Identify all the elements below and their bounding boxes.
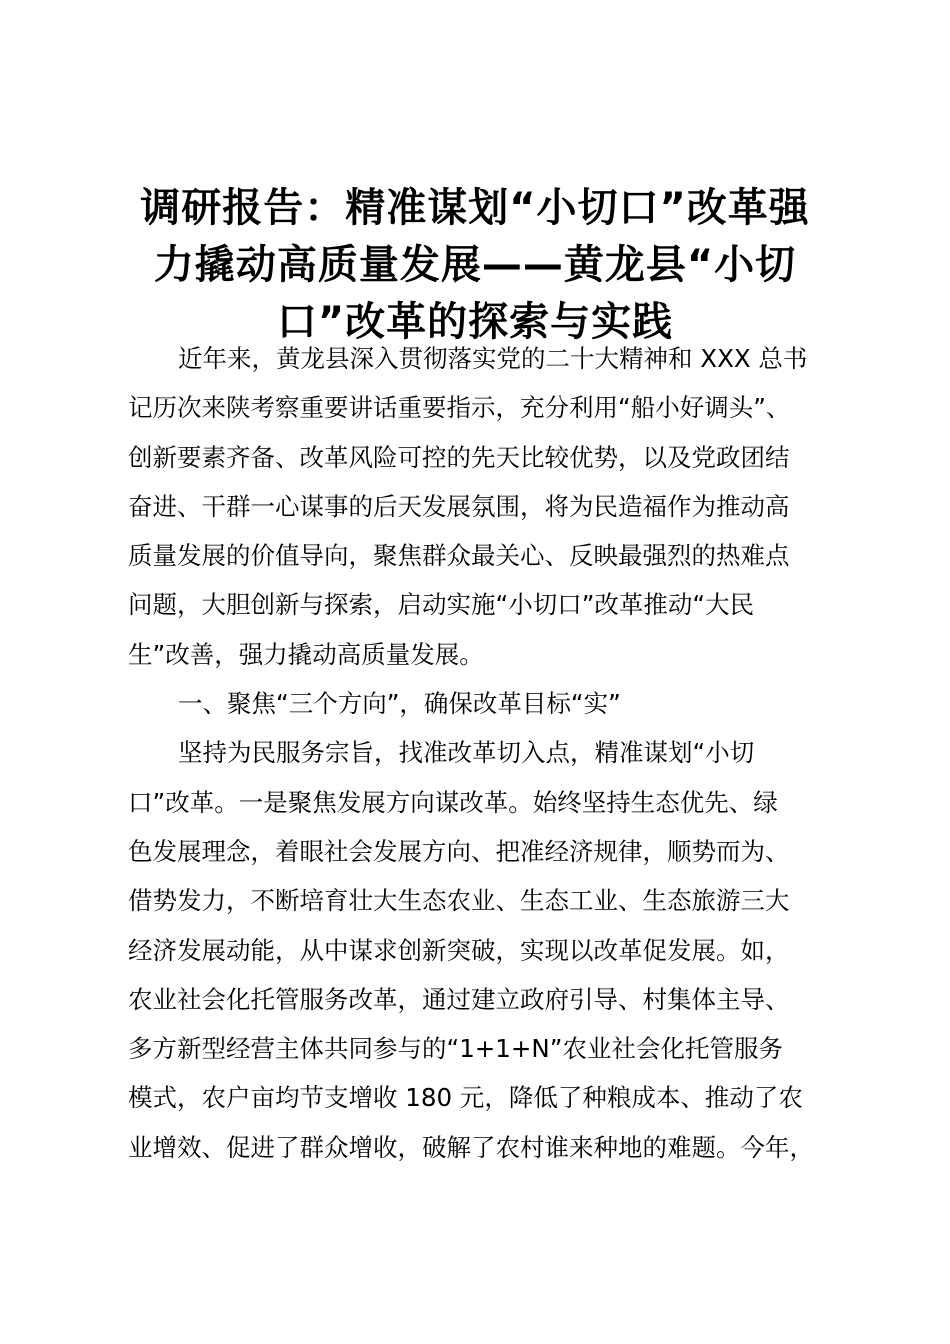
paragraph-line: 借势发力，不断培育壮大生态农业、生态工业、生态旅游三大 <box>128 886 790 916</box>
paragraph-line: 创新要素齐备、改革风险可控的先天比较优势，以及党政团结 <box>128 442 790 472</box>
paragraph-line: 农业社会化托管服务改革，通过建立政府引导、村集体主导、 <box>128 984 790 1014</box>
paragraph-line: 色发展理念，着眼社会发展方向、把准经济规律，顺势而为、 <box>128 836 790 866</box>
paragraph-line: 经济发展动能，从中谋求创新突破，实现以改革促发展。如， <box>128 935 790 965</box>
paragraph-line: 质量发展的价值导向，聚焦群众最关心、反映最强烈的热难点 <box>128 541 790 571</box>
paragraph-line: 多方新型经营主体共同参与的“1+1+N”农业社会化托管服务 <box>128 1034 783 1064</box>
paragraph-line: 近年来，黄龙县深入贯彻落实党的二十大精神和 XXX 总书 <box>178 344 808 373</box>
title-line: 口”改革的探索与实践 <box>276 299 674 345</box>
paragraph-line: 模式，农户亩均节支增收 180 元，降低了种粮成本、推动了农 <box>128 1083 803 1113</box>
document-body <box>128 334 828 1172</box>
paragraph-line: 生”改善，强力撬动高质量发展。 <box>128 639 484 669</box>
paragraph-line: 坚持为民服务宗旨，找准改革切入点，精准谋划“小切 <box>178 738 755 768</box>
paragraph-line: 口”改革。一是聚焦发展方向谋改革。始终坚持生态优先、绿 <box>128 787 778 817</box>
paragraph-line: 业增效、促进了群众增收，破解了农村谁来种地的难题。今年， <box>128 1132 814 1162</box>
section-heading: 一、聚焦“三个方向”，确保改革目标“实” <box>178 689 621 719</box>
document-title <box>110 180 840 351</box>
paragraph-line: 记历次来陕考察重要讲话重要指示，充分利用“船小好调头”、 <box>128 393 791 423</box>
paragraph-line: 问题，大胆创新与探索，启动实施“小切口”改革推动“大民 <box>128 590 755 620</box>
title-line: 力撬动高质量发展——黄龙县“小切 <box>153 242 797 288</box>
title-line: 调研报告：精准谋划“小切口”改革强 <box>140 185 810 231</box>
paragraph-line: 奋进、干群一心谋事的后天发展氛围，将为民造福作为推动高 <box>128 491 790 521</box>
